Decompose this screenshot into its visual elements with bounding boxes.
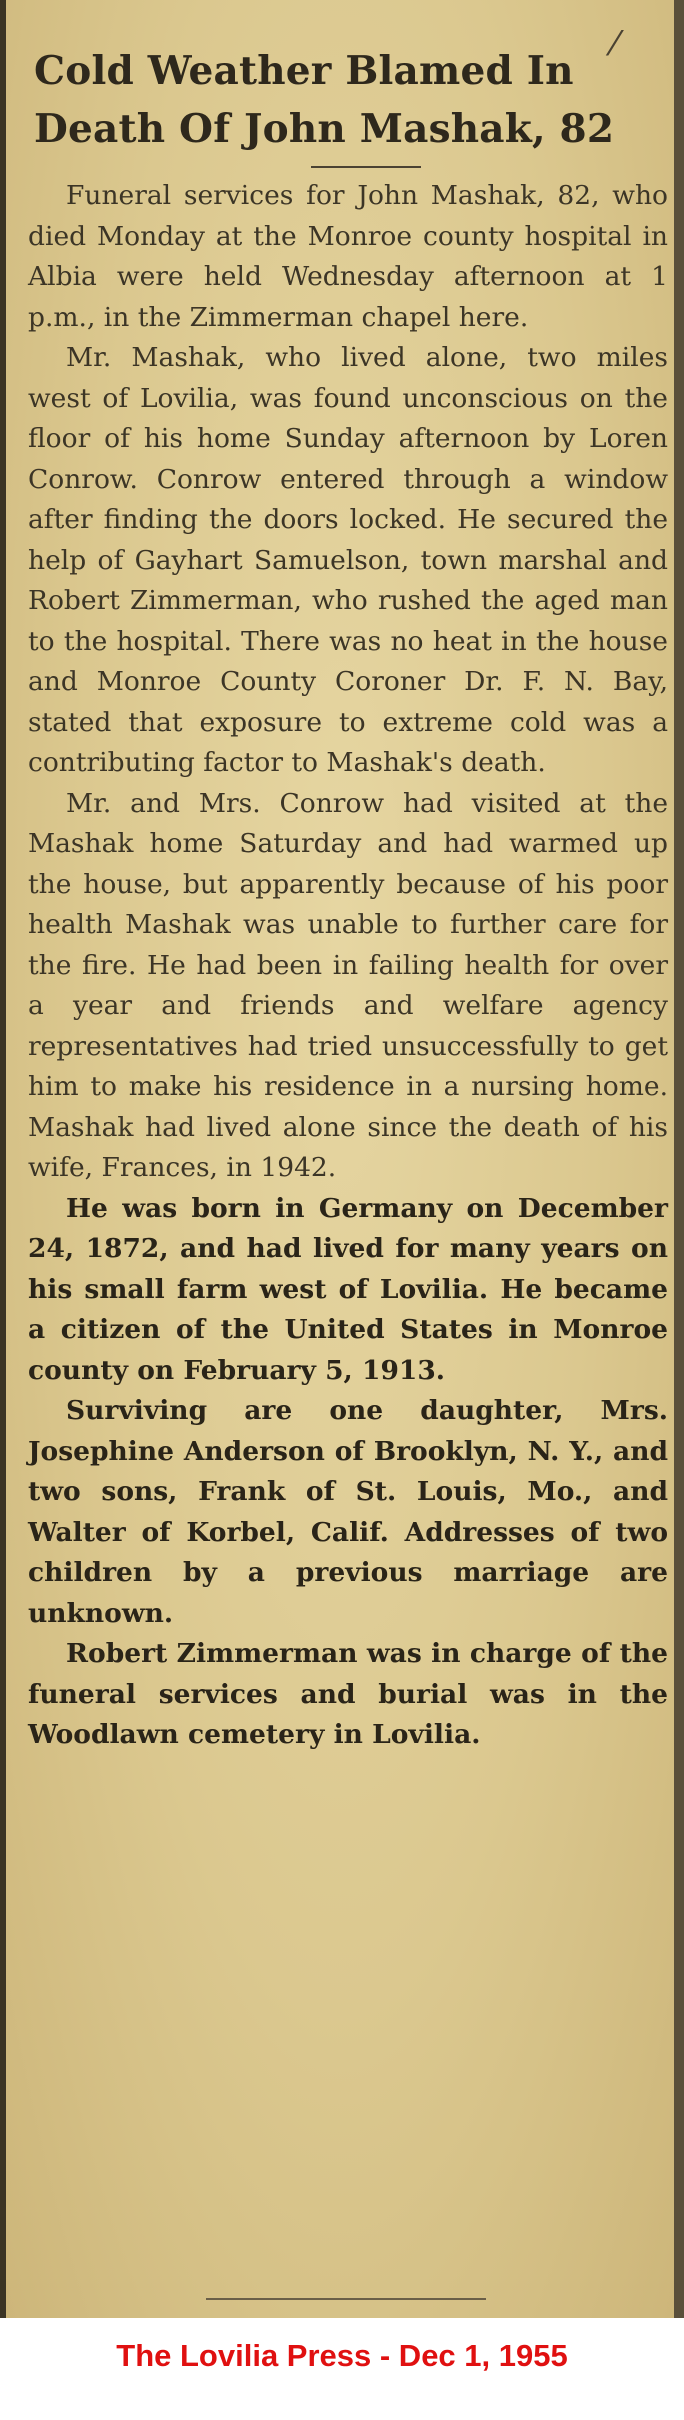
source-caption: The Lovilia Press - Dec 1, 1955 — [116, 2338, 568, 2373]
paragraph-found: Mr. Mashak, who lived alone, two miles west of Lovilia, was found unconscious on the floor of his home Sunday afternoon by Loren Conrow. Conrow entered through a window after finding the doors locked. He secured the help of Gayhart Samuelson, town marshal and Robert Zimmerman, who rushed the aged man to the hospital. There was no heat in the house and Monroe County Coroner Dr. F. N. Bay, stated that exposure to extreme cold was a contributing factor to Mashak's death. — [28, 342, 668, 778]
paragraph-survivors: Surviving are one daughter, Mrs. Josephine Anderson of Brooklyn, N. Y., and two sons, Frank of St. Louis, Mo., and Walter of Korbel, Calif. Addresses of two children by a previous marriage are unknown. — [28, 1395, 668, 1629]
article-body — [28, 176, 668, 1756]
end-divider — [206, 2298, 486, 2300]
paragraph-funeral: Funeral services for John Mashak, 82, who died Monday at the Monroe county hospital in Albia were held Wednesday afternoon at 1 p.m., in the Zimmerman chapel here. — [28, 180, 668, 333]
paragraph-conrow-visit: Mr. and Mrs. Conrow had visited at the Mashak home Saturday and had warmed up the house, but apparently because of his poor health Mashak was unable to further care for the fire. He had been in failing health for over a year and friends and welfare agency representatives had tried unsuccessfully to get him to make his residence in a nursing home. Mashak had lived alone since the death of his wife, Frances, in 1942. — [28, 787, 668, 1183]
article-headline: Cold Weather Blamed In Death Of John Mashak, 82 — [34, 48, 615, 152]
pencil-check-mark: ⁄ — [612, 24, 618, 64]
paragraph-burial: Robert Zimmerman was in charge of the funeral services and burial was in the Woodlawn cemetery in Lovilia. — [28, 1638, 668, 1750]
paragraph-born: He was born in Germany on December 24, 1872, and had lived for many years on his small farm west of Lovilia. He became a citizen of the United States in Monroe county on February 5, 1913. — [28, 1192, 668, 1386]
headline-divider — [311, 166, 421, 168]
